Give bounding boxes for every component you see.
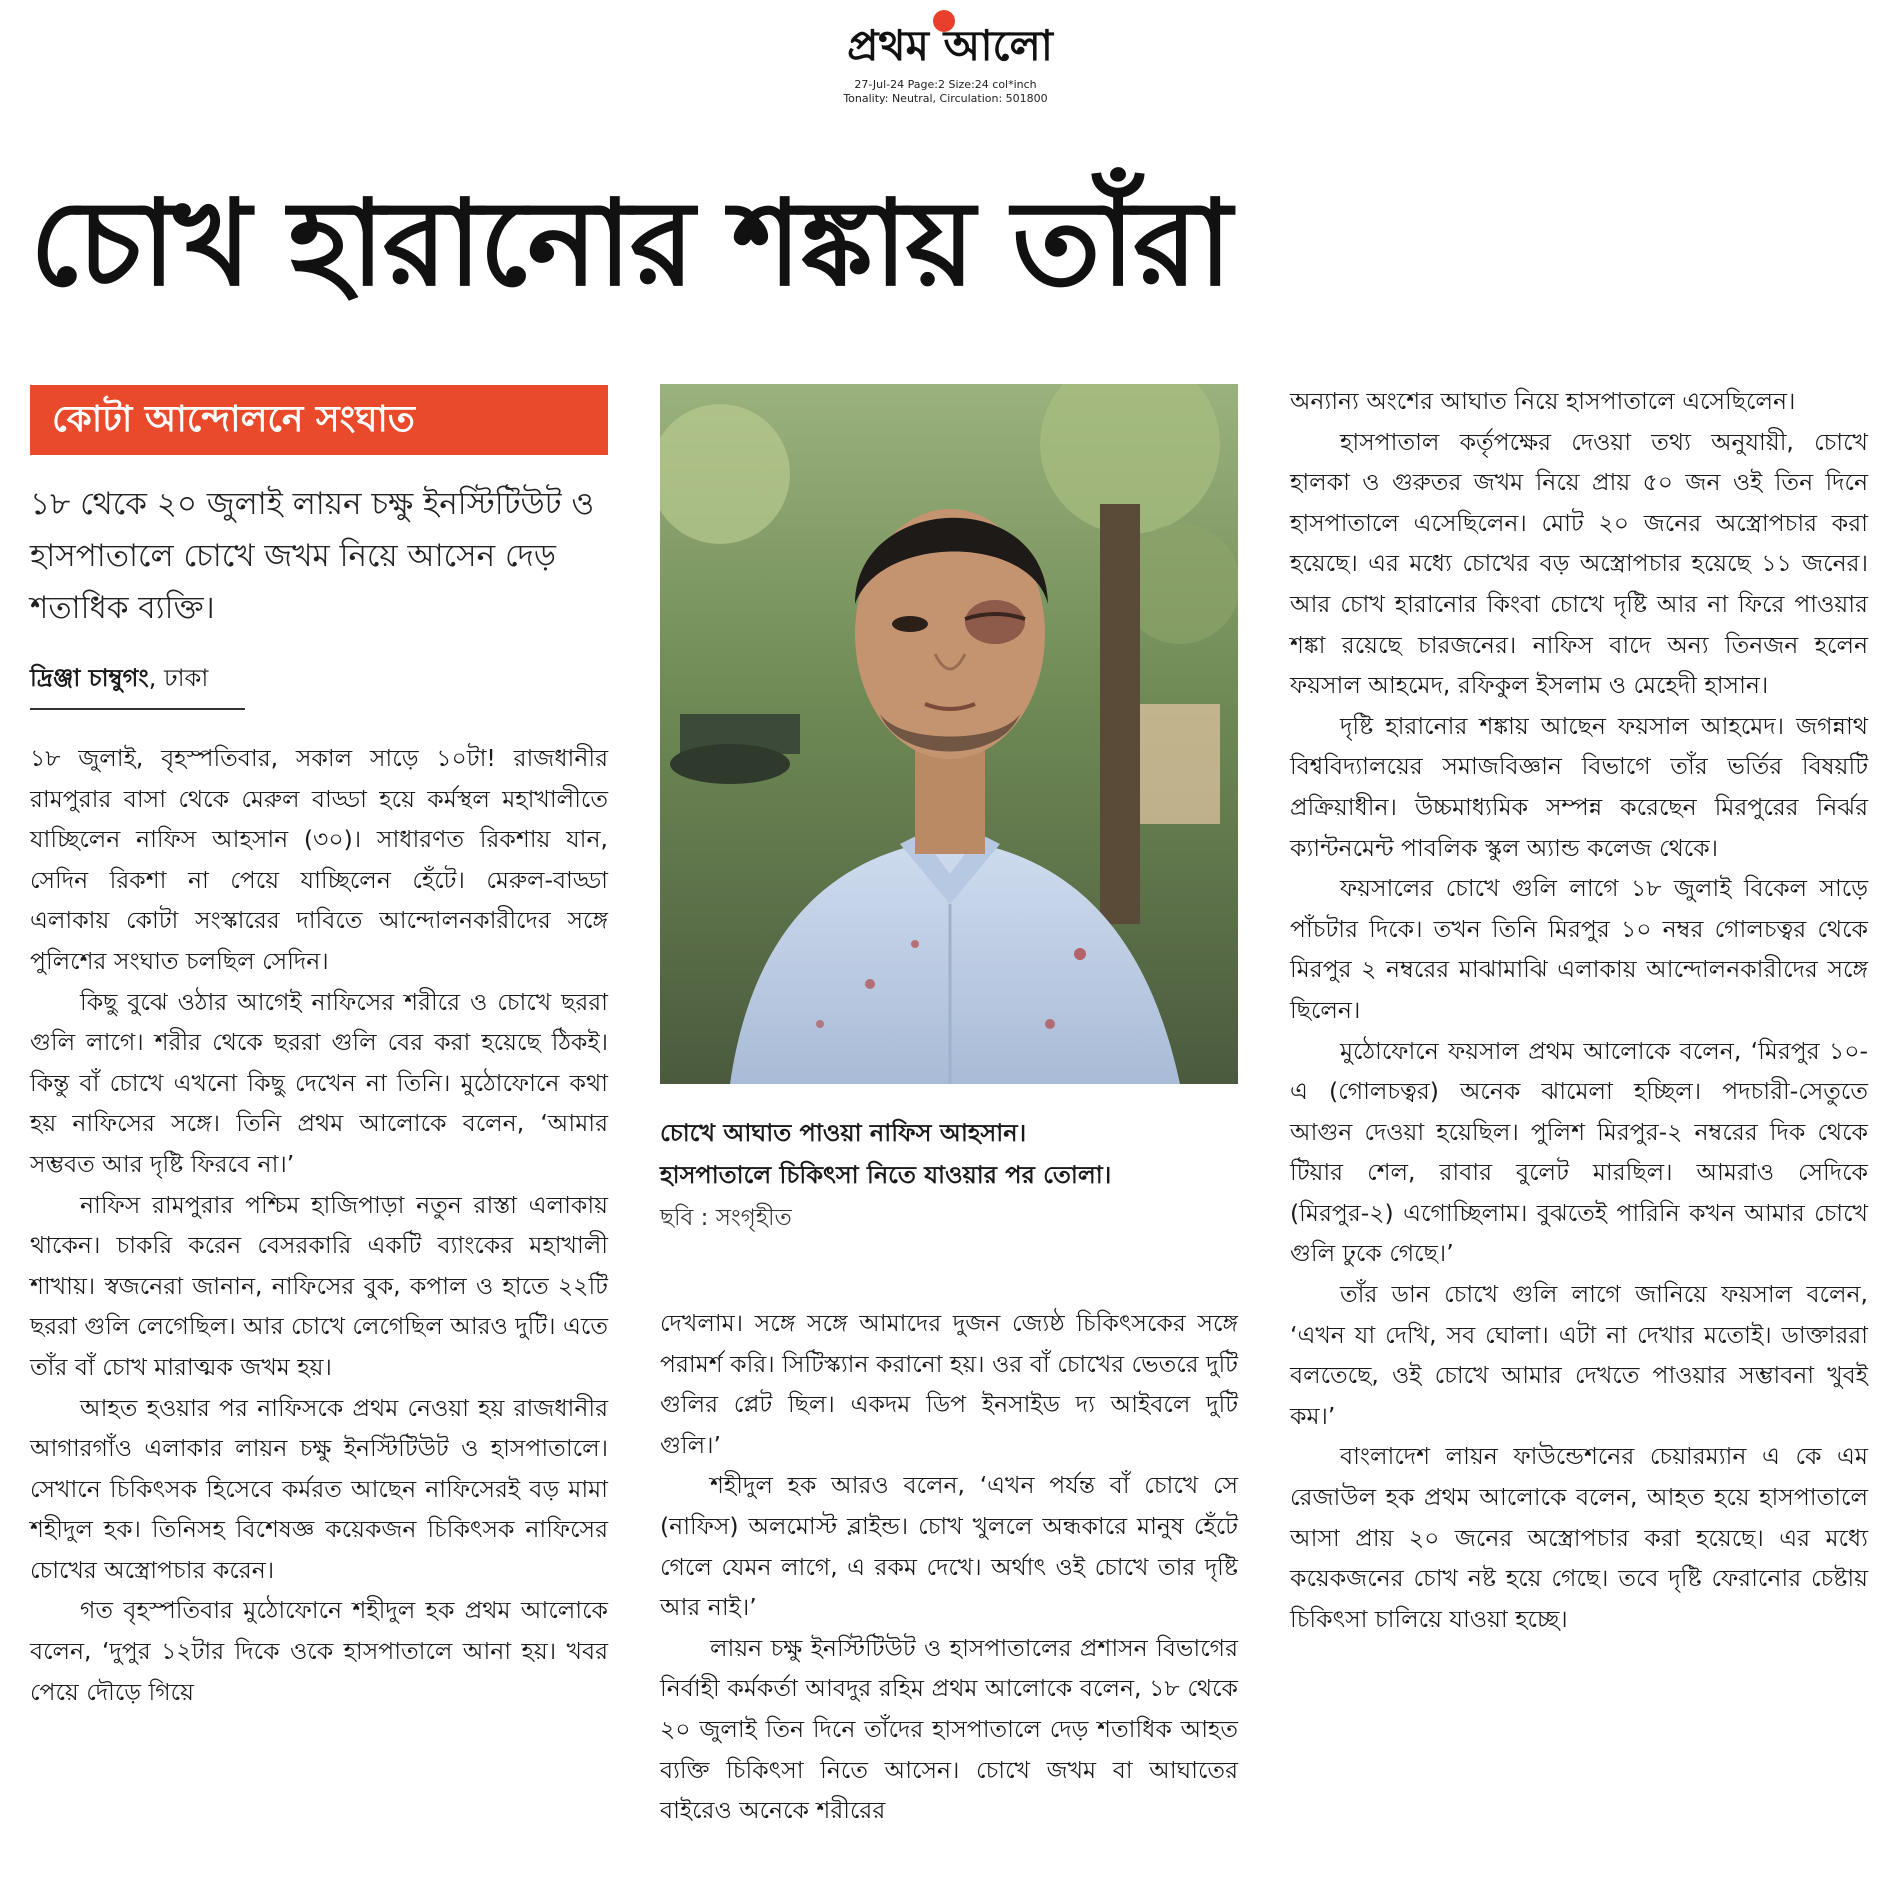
paragraph: কিছু বুঝে ওঠার আগেই নাফিসের শরীরে ও চোখে ছররা গুলি লাগে। শরীর থেকে ছররা গুলি বের করা হয়েছে ঠিকই। কিন্তু বাঁ চোখে এখনো কিছু দেখেন না তিনি। মুঠোফোনে কথা হয় নাফিসের সঙ্গে। তিনি প্রথম আলোকে বলেন, ‘আমার সম্ভবত আর দৃষ্টি ফিরবে না।’ — [30, 987, 608, 1178]
newspaper-logo — [815, 18, 1085, 73]
photo-caption-line2: হাসপাতালে চিকিৎসা নিতে যাওয়ার পর তোলা। — [660, 1161, 1112, 1189]
kicker-banner: কোটা আন্দোলনে সংঘাত — [30, 385, 608, 455]
deck-summary: ১৮ থেকে ২০ জুলাই লায়ন চক্ষু ইনস্টিটিউট ও হাসপাতালে চোখে জখম নিয়ে আসেন দেড় শতাধিক ব্যক্তি। — [30, 486, 595, 626]
paragraph: হাসপাতাল কর্তৃপক্ষের দেওয়া তথ্য অনুযায়ী, চোখে হালকা ও গুরুতর জখম নিয়ে প্রায় ৫০ জন ওই তিন দিনে হাসপাতালে এসেছিলেন। মোট ২০ জনের অস্ত্রোপচার করা হয়েছে। এর মধ্যে চোখের বড় অস্ত্রোপচার হয়েছে ১১ জনের। আর চোখ হারানোর কিংবা চোখে দৃষ্টি আর না ফিরে পাওয়ার শঙ্কা রয়েছে চারজনের। নাফিস বাদে অন্য তিনজন হলেন ফয়সাল আহমেদ, রফিকুল ইসলাম ও মেহেদী হাসান। — [1290, 427, 1868, 700]
paragraph: গত বৃহস্পতিবার মুঠোফোনে শহীদুল হক প্রথম আলোকে বলেন, ‘দুপুর ১২টার দিকে ওকে হাসপাতালে আনা হয়। খবর পেয়ে দৌড়ে গিয়ে — [30, 1596, 608, 1706]
paragraph: দেখলাম। সঙ্গে সঙ্গে আমাদের দুজন জ্যেষ্ঠ চিকিৎসকের সঙ্গে পরামর্শ করি। সিটিস্ক্যান করানো হয়। ওর বাঁ চোখের ভেতরে দুটি গুলির প্লেট ছিল। একদম ডিপ ইনসাইড দ্য আইবলে দুটি গুলি।’ — [660, 1309, 1238, 1459]
paragraph: আহত হওয়ার পর নাফিসকে প্রথম নেওয়া হয় রাজধানীর আগারগাঁও এলাকার লায়ন চক্ষু ইনস্টিটিউট ও হাসপাতালে। সেখানে চিকিৎসক হিসেবে কর্মরত আছেন নাফিসেরই বড় মামা শহীদুল হক। তিনিসহ বিশেষজ্ঞ কয়েকজন চিকিৎসক নাফিসের চোখের অস্ত্রোপচার করেন। — [30, 1393, 608, 1584]
photo-caption — [660, 1112, 1238, 1196]
paragraph: নাফিস রামপুরার পশ্চিম হাজিপাড়া নতুন রাস্তা এলাকায় থাকেন। চাকরি করেন বেসরকারি একটি ব্যাংকের মহাখালী শাখায়। স্বজনেরা জানান, নাফিসের বুক, কপাল ও হাতে ২২টি ছররা গুলি লেগেছিল। আর চোখে লেগেছিল আরও দুটি। এতে তাঁর বাঁ চোখ মারাত্মক জখম হয়। — [30, 1190, 608, 1381]
byline-place: ঢাকা — [164, 664, 209, 692]
article-column-3 — [1290, 381, 1868, 1639]
logo-text: প্রথম আলো — [847, 21, 1053, 70]
byline-name: দ্রিঞ্জা চাম্বুগং — [30, 664, 149, 692]
article-photo — [660, 384, 1238, 1084]
clipping-meta-line2: Tonality: Neutral, Circulation: 501800 — [843, 92, 1048, 105]
paragraph: তাঁর ডান চোখে গুলি লাগে জানিয়ে ফয়সাল বলেন, ‘এখন যা দেখি, সব ঘোলা। এটা না দেখার মতোই। ডাক্তাররা বলতেছে, ওই চোখে আমার দেখতে পাওয়ার সম্ভাবনা খুবই কম।’ — [1290, 1280, 1868, 1430]
article-column-1 — [30, 738, 608, 1712]
paragraph: শহীদুল হক আরও বলেন, ‘এখন পর্যন্ত বাঁ চোখে সে (নাফিস) অলমোস্ট ব্লাইন্ড। চোখ খুললে অন্ধকারে মানুষ হেঁটে গেলে যেমন লাগে, এ রকম দেখে। অর্থাৎ ওই চোখে তার দৃষ্টি আর নাই।’ — [660, 1471, 1238, 1622]
photo-credit: ছবি : সংগৃহীত — [660, 1205, 792, 1231]
headline: চোখ হারানোর শঙ্কায় তাঁরা — [30, 174, 1231, 312]
paragraph: লায়ন চক্ষু ইনস্টিটিউট ও হাসপাতালের প্রশাসন বিভাগের নির্বাহী কর্মকর্তা আবদুর রহিম প্রথম আলোকে বলেন, ১৮ থেকে ২০ জুলাই তিন দিনে তাঁদের হাসপাতালে দেড় শতাধিক আহত ব্যক্তি চিকিৎসা নিতে আসেন। চোখে জখম বা আঘাতের বাইরেও অনেকে শরীরের — [660, 1633, 1238, 1825]
paragraph: ১৮ জুলাই, বৃহস্পতিবার, সকাল সাড়ে ১০টা! রাজধানীর রামপুরার বাসা থেকে মেরুল বাড্ডা হয়ে কর্মস্থল মহাখালীতে যাচ্ছিলেন নাফিস আহসান (৩০)। সাধারণত রিকশায় যান, সেদিন রিকশা না পেয়ে যাচ্ছিলেন হেঁটে। মেরুল-বাড্ডা এলাকায় কোটা সংস্কারের দাবিতে আন্দোলনকারীদের সঙ্গে পুলিশের সংঘাত চলছিল সেদিন। — [30, 744, 608, 975]
photo-caption-line1: চোখে আঘাত পাওয়া নাফিস আহসান। — [660, 1119, 1027, 1147]
photo-illustration — [660, 384, 1238, 1084]
byline-rule — [30, 708, 245, 710]
article-column-2 — [660, 1303, 1238, 1831]
paragraph: বাংলাদেশ লায়ন ফাউন্ডেশনের চেয়ারম্যান এ কে এম রেজাউল হক প্রথম আলোকে বলেন, আহত হয়ে হাসপাতালে আসা প্রায় ২০ জনের অস্ত্রোপচার করা হয়েছে। এর মধ্যে কয়েকজনের চোখ নষ্ট হয়ে গেছে। তবে দৃষ্টি ফেরানোর চেষ্টায় চিকিৎসা চালিয়ে যাওয়া হচ্ছে। — [1290, 1442, 1868, 1633]
paragraph: দৃষ্টি হারানোর শঙ্কায় আছেন ফয়সাল আহমেদ। জগন্নাথ বিশ্ববিদ্যালয়ের সমাজবিজ্ঞান বিভাগে তাঁর ভর্তির বিষয়টি প্রক্রিয়াধীন। উচ্চমাধ্যমিক সম্পন্ন করেছেন মিরপুরের নির্ঝর ক্যান্টনমেন্ট পাবলিক স্কুল অ্যান্ড কলেজ থেকে। — [1290, 711, 1868, 862]
clipping-meta-line1: 27-Jul-24 Page:2 Size:24 col*inch — [854, 78, 1037, 91]
byline: দ্রিঞ্জা চাম্বুগং, ঢাকা — [30, 664, 209, 692]
paragraph: ফয়সালের চোখে গুলি লাগে ১৮ জুলাই বিকেল সাড়ে পাঁচটার দিকে। তখন তিনি মিরপুর ১০ নম্বর গোলচত্বর থেকে মিরপুর ২ নম্বরের মাঝামাঝি এলাকায় আন্দোলনকারীদের সঙ্গে ছিলেন। — [1290, 874, 1868, 1024]
paragraph: অন্যান্য অংশের আঘাত নিয়ে হাসপাতালে এসেছিলেন। — [1290, 387, 1796, 415]
paragraph: মুঠোফোনে ফয়সাল প্রথম আলোকে বলেন, ‘মিরপুর ১০-এ (গোলচত্বর) অনেক ঝামেলা হচ্ছিল। পদচারী-সেতুতে আগুন দেওয়া হয়েছিল। পুলিশ মিরপুর-২ নম্বরের দিক থেকে টিয়ার শেল, রাবার বুলেট মারছিল। আমরাও সেদিকে (মিরপুর-২) এগোচ্ছিলাম। বুঝতেই পারিনি কখন আমার চোখে গুলি ঢুকে গেছে।’ — [1290, 1036, 1868, 1268]
